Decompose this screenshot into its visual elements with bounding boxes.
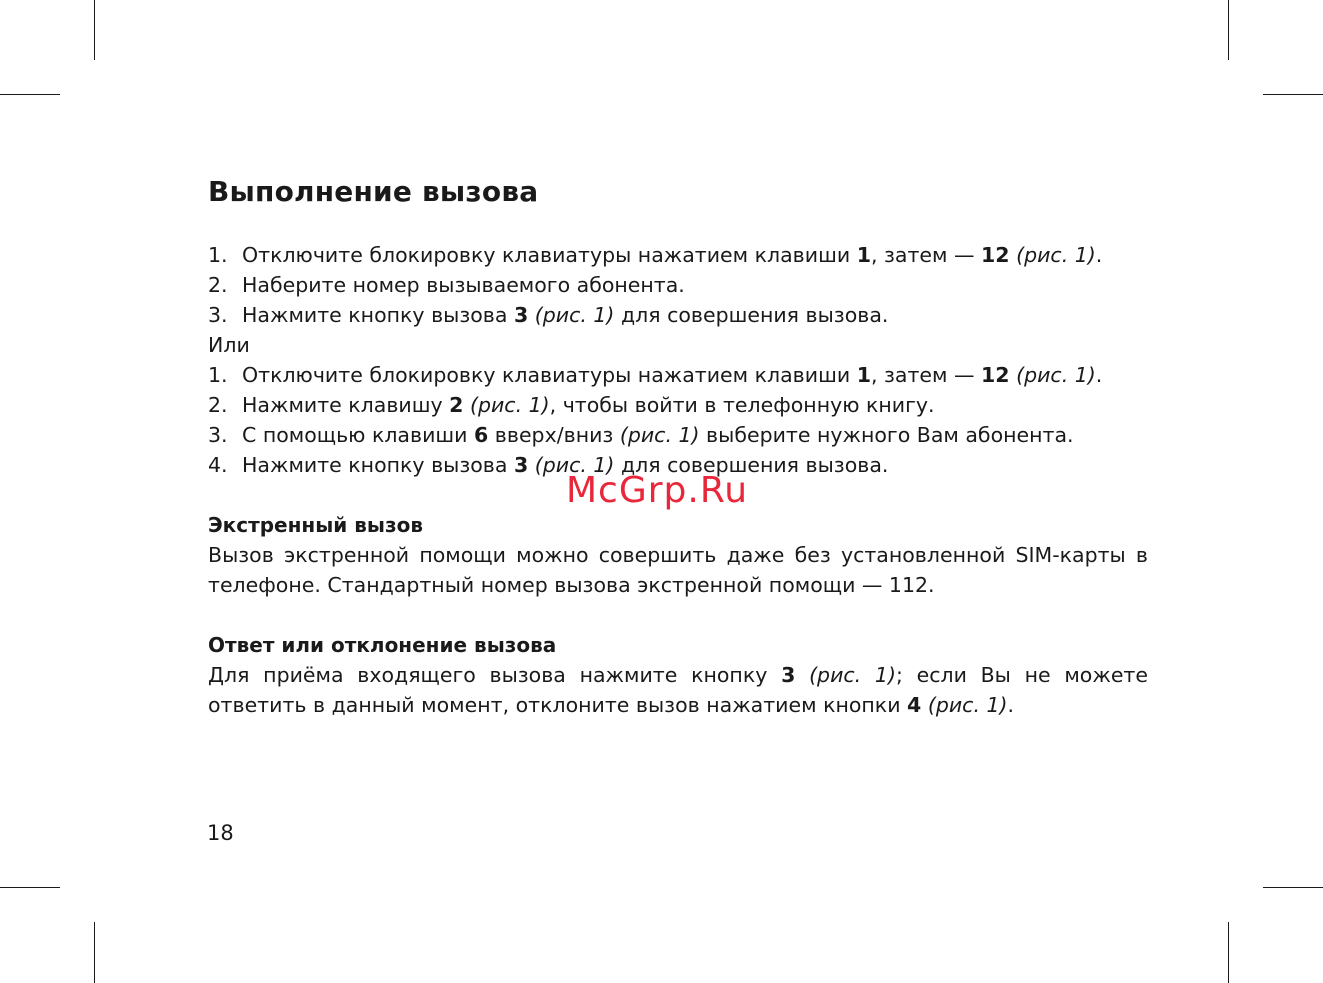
figure-reference: (рис. 1) — [619, 423, 700, 447]
figure-reference: (рис. 1) — [927, 693, 1008, 717]
key-number: 12 — [981, 363, 1010, 387]
figure-reference: (рис. 1) — [1016, 363, 1096, 387]
list-item — [208, 390, 1148, 420]
key-number: 4 — [907, 693, 922, 717]
crop-mark-top-left-vertical — [94, 0, 95, 60]
text-run: Наберите номер вызываемого абонента. — [242, 273, 685, 297]
list-item-text — [242, 363, 1102, 387]
page-number: 18 — [207, 821, 234, 845]
text-run: вверх/вниз — [488, 423, 620, 447]
steps-list-alternative — [208, 360, 1148, 480]
crop-mark-top-right-horizontal — [1263, 94, 1323, 95]
list-item-text — [242, 243, 1102, 267]
text-run: . — [1007, 693, 1015, 717]
list-item-number: 2. — [208, 393, 228, 417]
steps-list-primary — [208, 240, 1148, 330]
key-number: 12 — [981, 243, 1010, 267]
list-item-number: 2. — [208, 273, 228, 297]
list-item-text — [242, 423, 1074, 447]
list-item-number: 3. — [208, 303, 228, 327]
text-run: Нажмите кнопку вызова — [242, 303, 514, 327]
list-item — [208, 300, 1148, 330]
list-item-text — [242, 303, 888, 327]
figure-reference: (рис. 1) — [534, 453, 615, 477]
list-item-number: 1. — [208, 363, 228, 387]
text-run: . — [1095, 363, 1103, 387]
list-item-text — [242, 273, 685, 297]
list-item-number: 1. — [208, 243, 228, 267]
list-item — [208, 360, 1148, 390]
text-run: , чтобы войти в телефонную книгу. — [549, 393, 935, 417]
figure-reference: (рис. 1) — [469, 393, 550, 417]
text-run: С помощью клавиши — [242, 423, 474, 447]
emergency-heading: Экстренный вызов — [208, 513, 424, 537]
text-run: выберите нужного Вам абонента. — [699, 423, 1074, 447]
answer-heading: Ответ или отклонение вызова — [208, 633, 557, 657]
key-number: 3 — [513, 303, 529, 327]
or-label: Или — [208, 333, 250, 357]
page-content — [208, 170, 1148, 720]
text-run: Для приёма входящего вызова нажмите кнопку — [208, 663, 782, 687]
figure-reference: (рис. 1) — [1016, 243, 1096, 267]
key-number: 3 — [513, 453, 529, 477]
text-run: Отключите блокировку клавиатуры нажатием клавиши — [242, 363, 857, 387]
list-item-number: 3. — [208, 423, 228, 447]
text-run: Нажмите кнопку вызова — [242, 453, 514, 477]
list-item — [208, 240, 1148, 270]
crop-mark-bottom-right-horizontal — [1263, 887, 1323, 888]
text-run: Нажмите клавишу — [242, 393, 450, 417]
list-item-number: 4. — [208, 453, 228, 477]
emergency-text: Вызов экстренной помощи можно совершить даже без установленной SIM-карты в телефоне. Стандартный номер вызова экстренной помощи — 112. — [208, 543, 1148, 597]
text-run: , затем — — [870, 363, 982, 387]
list-item-text — [242, 393, 935, 417]
crop-mark-top-left-horizontal — [0, 94, 60, 95]
crop-mark-bottom-left-vertical — [94, 922, 95, 983]
figure-reference: (рис. 1) — [534, 303, 615, 327]
key-number: 3 — [781, 663, 796, 687]
page-title: Выполнение вызова — [208, 175, 539, 208]
list-item — [208, 270, 1148, 300]
text-run: для совершения вызова. — [614, 453, 889, 477]
text-run: для совершения вызова. — [614, 303, 889, 327]
crop-mark-bottom-right-vertical — [1228, 922, 1229, 983]
figure-reference: (рис. 1) — [809, 663, 896, 687]
key-number: 1 — [856, 363, 871, 387]
watermark: McGrp.Ru — [566, 470, 749, 511]
text-run: ; если Вы не можете ответить в данный момент, отклоните вызов нажатием кнопки — [208, 663, 1148, 717]
crop-mark-top-right-vertical — [1228, 0, 1229, 60]
text-run: Отключите блокировку клавиатуры нажатием клавиши — [242, 243, 857, 267]
text-run — [795, 663, 809, 687]
answer-text — [208, 660, 1148, 720]
list-item — [208, 420, 1148, 450]
text-run: . — [1095, 243, 1103, 267]
key-number: 1 — [856, 243, 871, 267]
key-number: 6 — [474, 423, 489, 447]
crop-mark-bottom-left-horizontal — [0, 887, 60, 888]
key-number: 2 — [449, 393, 464, 417]
text-run: , затем — — [870, 243, 982, 267]
